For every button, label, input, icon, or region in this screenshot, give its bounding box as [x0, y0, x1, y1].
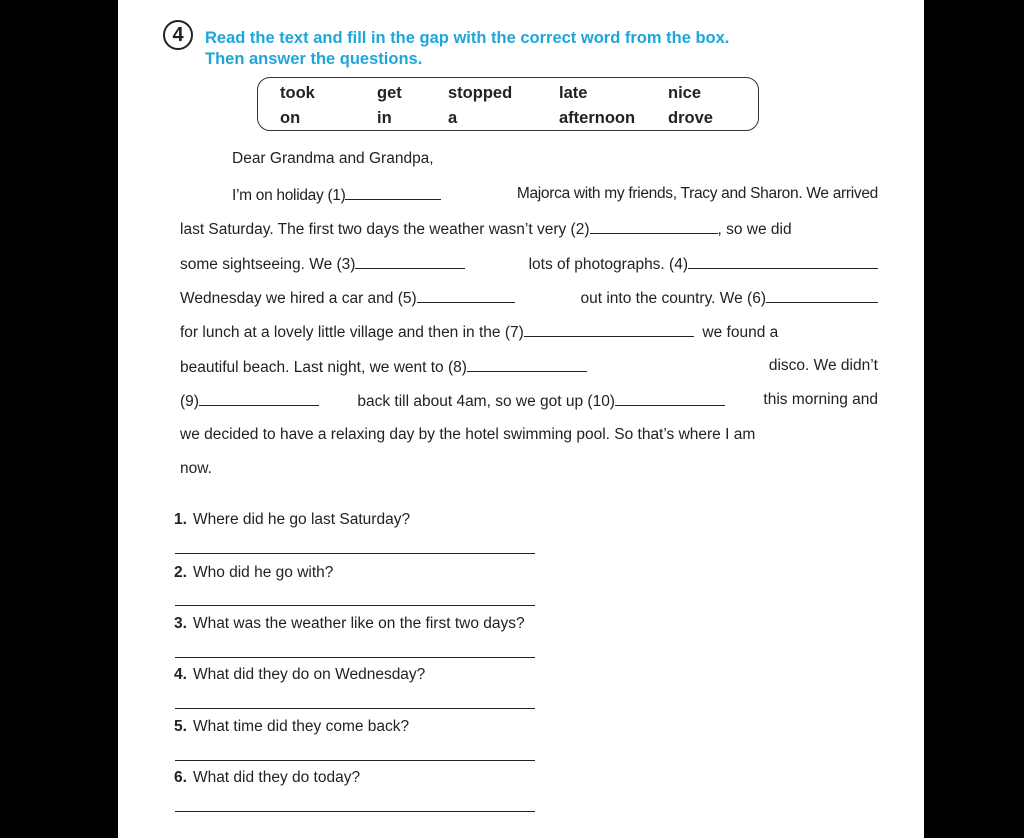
- question-2: 2. Who did he go with?: [174, 564, 334, 581]
- gap-7[interactable]: [524, 322, 694, 337]
- gap-6[interactable]: [766, 288, 878, 303]
- letter-line-1: I’m on holiday (1) Majorca with my friends, Tracy and Sharon. We arrived: [232, 185, 878, 204]
- answer-line-6[interactable]: [175, 811, 535, 812]
- answer-line-3[interactable]: [175, 657, 535, 658]
- instruction-line-1: Read the text and fill in the gap with the correct word from the box.: [205, 29, 730, 47]
- word-box: [257, 77, 759, 131]
- exercise-number-badge: 4: [163, 20, 193, 50]
- letter-greeting: Dear Grandma and Grandpa,: [232, 150, 434, 167]
- letter-line-9: now.: [180, 460, 212, 477]
- question-5: 5. What time did they come back?: [174, 718, 410, 735]
- exercise-instruction: [205, 28, 729, 70]
- letter-line-3: some sightseeing. We (3) lots of photographs. (4): [180, 254, 878, 274]
- word-box-item: nice: [668, 84, 702, 102]
- answer-line-2[interactable]: [175, 605, 535, 606]
- answer-line-4[interactable]: [175, 708, 535, 709]
- word-box-item: took: [280, 84, 315, 102]
- word-box-item: afternoon: [559, 109, 636, 127]
- question-6: 6. What did they do today?: [174, 769, 361, 786]
- word-box-item: get: [377, 84, 402, 102]
- gap-10[interactable]: [615, 391, 725, 406]
- question-1: 1. Where did he go last Saturday?: [174, 511, 411, 528]
- gap-9[interactable]: [199, 391, 319, 406]
- question-4: 4. What did they do on Wednesday?: [174, 666, 426, 683]
- question-3: 3. What was the weather like on the first two days?: [174, 615, 525, 632]
- letter-line-6: beautiful beach. Last night, we went to (8) disco. We didn’t: [180, 357, 878, 376]
- gap-8[interactable]: [467, 357, 587, 372]
- word-box-item: a: [448, 109, 458, 127]
- answer-line-1[interactable]: [175, 553, 535, 554]
- word-box-item: drove: [668, 109, 713, 127]
- worksheet-page: [118, 0, 924, 838]
- word-box-item: stopped: [448, 84, 513, 102]
- gap-4[interactable]: [688, 254, 878, 269]
- gap-3[interactable]: [355, 254, 465, 269]
- instruction-line-2: Then answer the questions.: [205, 50, 423, 68]
- letter-line-5: for lunch at a lovely little village and then in the (7) we found a: [180, 324, 779, 341]
- word-box-item: late: [559, 84, 588, 102]
- letter-line-8: we decided to have a relaxing day by the hotel swimming pool. So that’s where I am: [180, 426, 756, 443]
- word-box-item: on: [280, 109, 301, 127]
- letter-line-2: last Saturday. The first two days the weather wasn’t very (2) , so we did: [180, 221, 792, 238]
- gap-2[interactable]: [590, 219, 718, 234]
- word-box-item: in: [377, 109, 392, 127]
- answer-line-5[interactable]: [175, 760, 535, 761]
- gap-5[interactable]: [417, 288, 515, 303]
- letter-line-4: Wednesday we hired a car and (5) out into the country. We (6): [180, 288, 878, 308]
- letter-line-7: (9) back till about 4am, so we got up (10) this morning and: [180, 391, 878, 410]
- gap-1[interactable]: [345, 185, 441, 200]
